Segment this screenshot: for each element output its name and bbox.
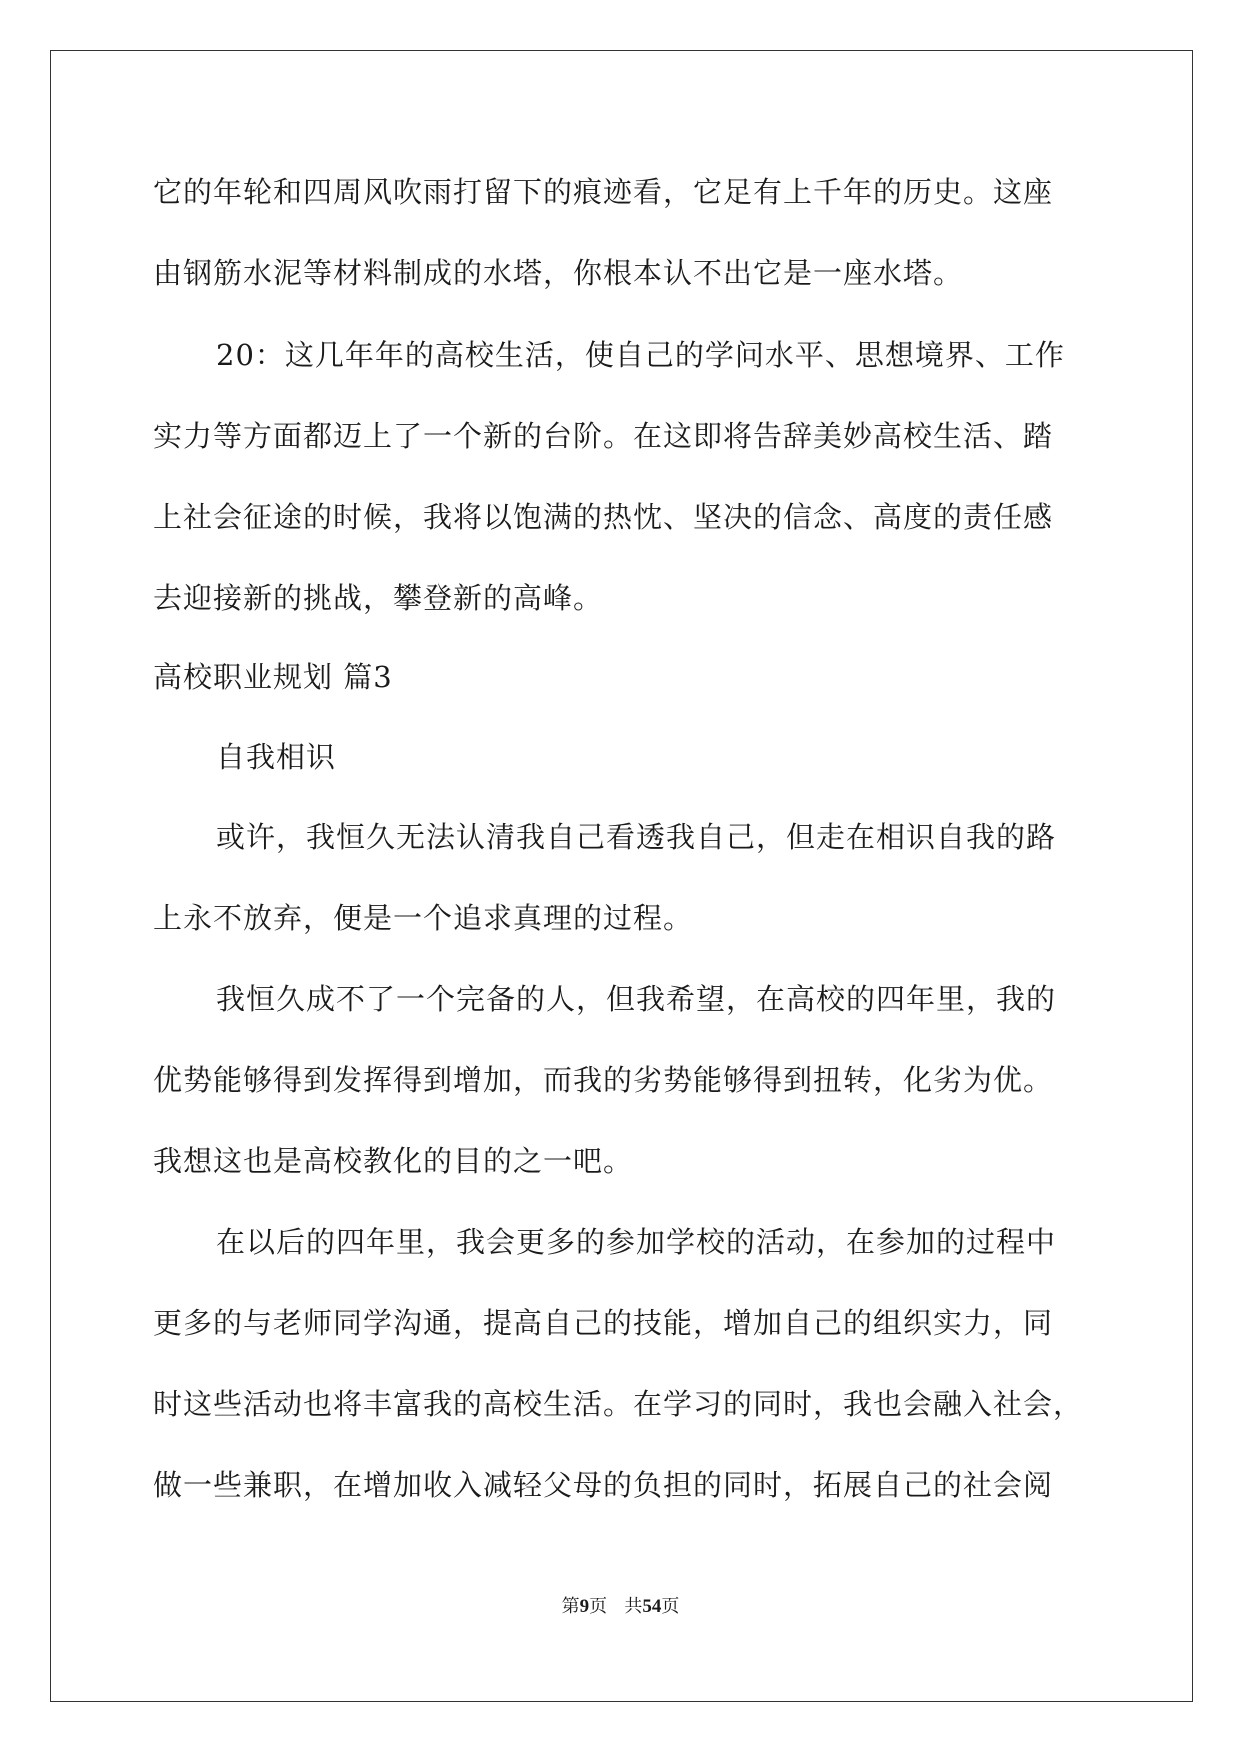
text-line: 做一些兼职，在增加收入减轻父母的负担的同时，拓展自己的社会阅 bbox=[153, 1468, 1054, 1502]
text-line: 我想这也是高校教化的目的之一吧。 bbox=[153, 1144, 634, 1178]
paragraph-start: 或许，我恒久无法认清我自己看透我自己，但走在相识自我的路 bbox=[216, 820, 1057, 854]
text-line: 优势能够得到发挥得到增加，而我的劣势能够得到扭转，化劣为优。 bbox=[153, 1063, 1054, 1097]
text-line: 实力等方面都迈上了一个新的台阶。在这即将告辞美妙高校生活、踏 bbox=[153, 419, 1054, 453]
paragraph-start: 20：这几年年的高校生活，使自己的学问水平、思想境界、工作 bbox=[216, 338, 1065, 372]
page-footer bbox=[0, 1595, 1241, 1619]
footer-page-suffix: 页 bbox=[589, 1596, 608, 1617]
text-line: 由钢筋水泥等材料制成的水塔，你根本认不出它是一座水塔。 bbox=[153, 256, 964, 290]
text-line: 上社会征途的时候，我将以饱满的热忱、坚决的信念、高度的责任感 bbox=[153, 500, 1054, 534]
page-border bbox=[50, 50, 1193, 1702]
paragraph-start: 在以后的四年里，我会更多的参加学校的活动，在参加的过程中 bbox=[216, 1225, 1057, 1259]
footer-prefix: 第 bbox=[561, 1596, 580, 1617]
text-line: 更多的与老师同学沟通，提高自己的技能，增加自己的组织实力，同 bbox=[153, 1306, 1054, 1340]
footer-total-suffix: 页 bbox=[661, 1596, 680, 1617]
footer-total-prefix: 共 bbox=[624, 1596, 643, 1617]
section-heading: 高校职业规划 篇3 bbox=[153, 660, 393, 694]
paragraph-start: 我恒久成不了一个完备的人，但我希望，在高校的四年里，我的 bbox=[216, 982, 1057, 1016]
subheading: 自我相识 bbox=[216, 740, 337, 774]
total-page-count: 54 bbox=[642, 1596, 662, 1617]
text-line: 去迎接新的挑战，攀登新的高峰。 bbox=[153, 581, 604, 615]
text-line: 上永不放弃，便是一个追求真理的过程。 bbox=[153, 901, 694, 935]
current-page-number: 9 bbox=[579, 1596, 590, 1617]
text-line: 它的年轮和四周风吹雨打留下的痕迹看，它足有上千年的历史。这座 bbox=[153, 175, 1054, 209]
text-line: 时这些活动也将丰富我的高校生活。在学习的同时，我也会融入社会， bbox=[153, 1387, 1084, 1421]
